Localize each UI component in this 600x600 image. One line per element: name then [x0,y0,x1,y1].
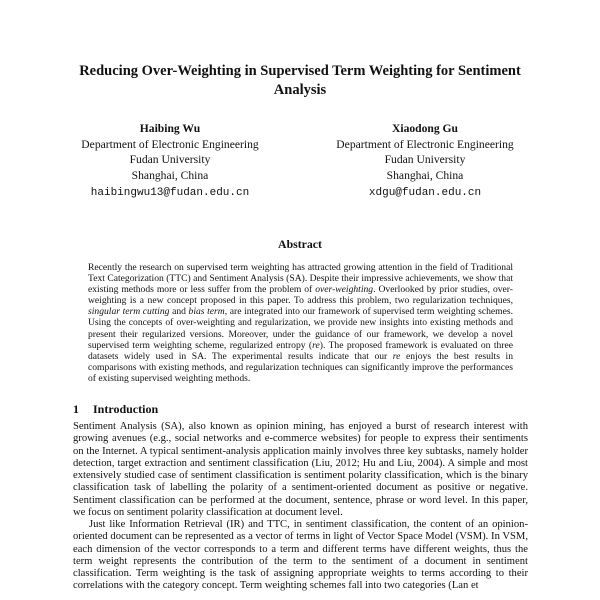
abstract-emphasis: singular term cutting [88,306,170,318]
abstract-segment: and [169,306,189,318]
author-block-1 [40,121,300,202]
author-location: Shanghai, China [131,168,209,182]
abstract-heading: Abstract [278,237,322,251]
paper-title: Reducing Over-Weighting in Supervised Term Weighting for Sentiment Analysis [79,63,521,98]
abstract-text [88,262,513,384]
abstract-emphasis: bias term [188,306,225,318]
author-university: Fudan University [129,153,211,167]
author-email: haibingwu13@fudan.edu.cn [90,187,250,200]
abstract-segment: Recently the research on supervised term weighting has attracted growing attention in the field of Traditional Text Categorization (TTC) and Sentiment Analysis (SA). Despite their impressive achievements, we show that existing methods more or less suffer from the problem of [88,262,513,296]
body-paragraph: Just like Information Retrieval (IR) and TTC, in sentiment classification, the content of an opinion-oriented document can be represented as a vector of terms in light of Vector Space Model (VSM). In VSM, each dimension of the vector corresponds to a term and different terms have different weights, thus the term weight represents the contribution of the term to the sentiment of a document in sentiment classification. Term weighting is the task of assigning appropriate weights to terms according to their correlations with the category concept. Term weighting schemes fall into two categories (Lan et [73,519,528,592]
author-name: Xiaodong Gu [391,122,459,135]
abstract-emphasis: over-weighting [315,284,374,296]
section-title: Introduction [93,402,159,416]
abstract-segment: enjoys the best results in comparisons with existing methods, and regularization techniques can significantly improve the performances of existing supervised weighting methods. [88,350,513,384]
section-number: 1 [73,402,79,416]
abstract-emphasis: re [312,339,320,351]
abstract-segment: . Overlooked by prior studies, over-weighting is a new concept proposed in this paper. To address this problem, two regularization techniques, [88,284,513,307]
author-department: Department of Electronic Engineering [336,137,514,151]
author-name: Haibing Wu [139,122,201,135]
body-paragraph: Sentiment Analysis (SA), also known as opinion mining, has enjoyed a burst of research interest with growing avenues (e.g., social networks and e-commerce websites) for people to express their sentiments on the Internet. A typical sentiment-analysis application mainly involves three key subtasks, namely holder detection, target extraction and sentiment classification (Liu, 2012; Hu and Liu, 2004). A simple and most extensively studied case of sentiment classification is sentiment polarity classification, which is the binary classification task of labelling the polarity of a sentiment-oriented document as positive or negative. Sentiment classification can be performed at the document, sentence, phrase or word level. In this paper, we focus on sentiment polarity classification at document level. [73,421,528,518]
author-block-2 [295,121,555,202]
abstract-segment: ). The proposed framework is evaluated on three datasets widely used in SA. The experimental results indicate that our [88,339,513,362]
author-department: Department of Electronic Engineering [81,137,259,151]
abstract-emphasis: re [392,350,401,362]
author-email: xdgu@fudan.edu.cn [368,187,482,200]
author-location: Shanghai, China [386,168,464,182]
author-university: Fudan University [384,153,466,167]
abstract-segment: , are integrated into our framework of supervised term weighting schemes. Using the concepts of over-weighting and regularization, we provide new insights into existing methods and present their regularized versions. Moreover, under the guidance of our framework, we develop a novel supervised term weighting scheme, regularized entropy ( [88,306,514,351]
section-heading [73,402,158,417]
section-body [73,421,528,593]
